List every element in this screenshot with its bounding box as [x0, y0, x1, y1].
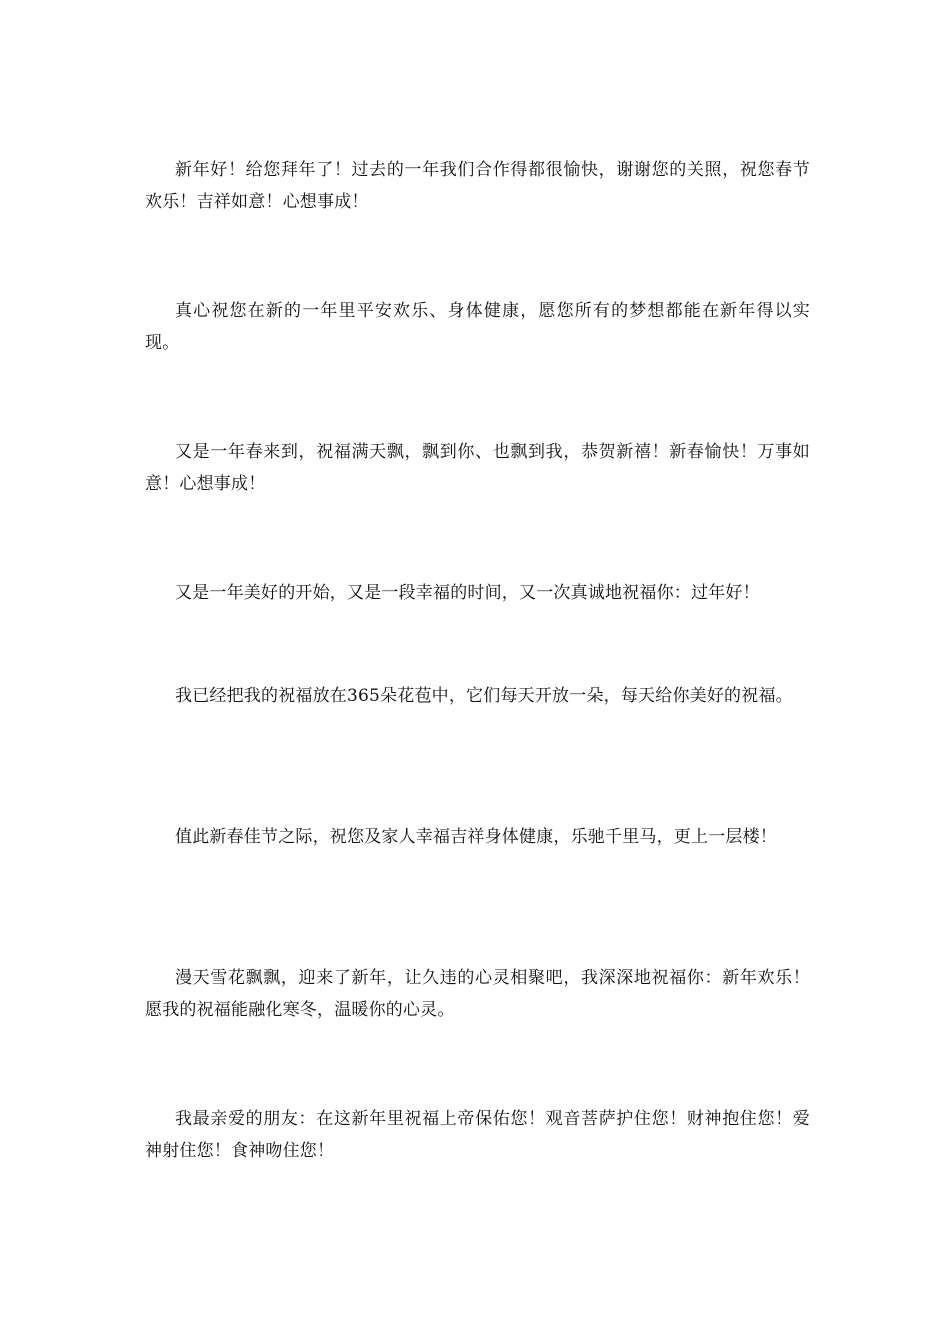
- paragraph-5: 我已经把我的祝福放在365朵花苞中，它们每天开放一朵，每天给你美好的祝福。: [175, 686, 793, 706]
- paragraph-1: 新年好！给您拜年了！过去的一年我们合作得都很愉快，谢谢您的关照，祝您春节欢乐！吉祥如意！心想事成！: [145, 160, 810, 212]
- paragraph-8: 我最亲爱的朋友：在这新年里祝福上帝保佑您！观音菩萨护住您！财神抱住您！爱神射住您！食神吻住您！: [145, 1109, 810, 1161]
- paragraph-2: 真心祝您在新的一年里平安欢乐、身体健康，愿您所有的梦想都能在新年得以实现。: [145, 301, 810, 353]
- paragraph-4: 又是一年美好的开始，又是一段幸福的时间，又一次真诚地祝福你：过年好！: [175, 583, 760, 603]
- paragraph-7: 漫天雪花飘飘，迎来了新年，让久违的心灵相聚吧，我深深地祝福你：新年欢乐！愿我的祝福能融化寒冬，温暖你的心灵。: [145, 968, 810, 1020]
- paragraph-3: 又是一年春来到，祝福满天飘，飘到你、也飘到我，恭贺新禧！新春愉快！万事如意！心想事成！: [145, 442, 810, 494]
- paragraph-6: 值此新春佳节之际，祝您及家人幸福吉祥身体健康，乐驰千里马，更上一层楼！: [175, 827, 777, 847]
